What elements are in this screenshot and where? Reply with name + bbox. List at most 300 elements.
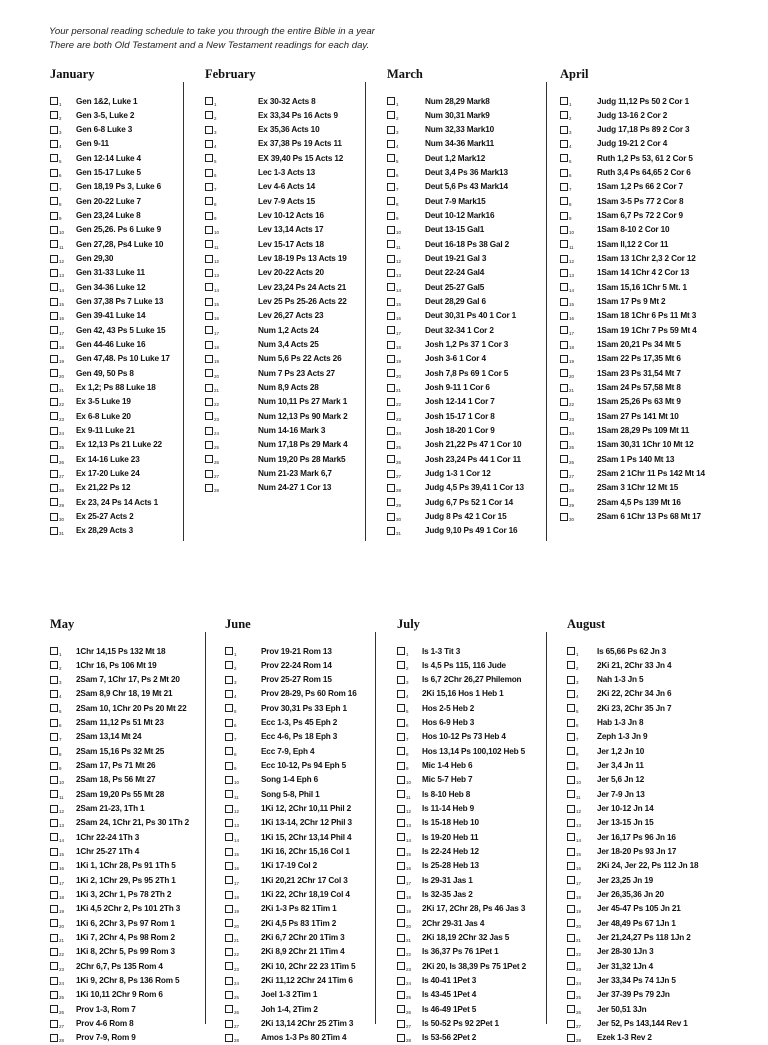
- day-checkbox[interactable]: [50, 661, 58, 669]
- day-checkbox[interactable]: [397, 876, 405, 884]
- reading-day-30: [387, 510, 507, 524]
- day-checkbox[interactable]: [205, 169, 213, 177]
- reading-text: 2Ki 10, 2Chr 22 23 1Tim 5: [261, 961, 356, 971]
- day-checkbox[interactable]: [205, 412, 213, 420]
- day-checkbox[interactable]: [50, 169, 58, 177]
- day-checkbox[interactable]: [387, 355, 395, 363]
- day-checkbox[interactable]: [567, 805, 575, 813]
- day-checkbox[interactable]: [225, 733, 233, 741]
- day-checkbox[interactable]: [387, 169, 395, 177]
- reading-text: 2Ki 18,19 2Chr 32 Jas 5: [422, 933, 510, 943]
- month-name: June: [225, 617, 251, 631]
- reading-day-25: [50, 988, 163, 1002]
- day-checkbox[interactable]: [50, 862, 58, 870]
- reading-day-16: [397, 859, 479, 873]
- day-checkbox[interactable]: [560, 154, 568, 162]
- reading-day-26: [50, 1002, 136, 1016]
- day-checkbox[interactable]: [387, 527, 395, 535]
- day-checkbox[interactable]: [397, 905, 405, 913]
- day-checkbox[interactable]: [387, 212, 395, 220]
- day-checkbox[interactable]: [567, 661, 575, 669]
- day-checkbox[interactable]: [397, 690, 405, 698]
- day-checkbox[interactable]: [205, 441, 213, 449]
- reading-text: Deut 10-12 Mark16: [425, 211, 495, 221]
- day-number: 20: [59, 923, 65, 929]
- day-checkbox[interactable]: [397, 962, 405, 970]
- day-checkbox[interactable]: [567, 790, 575, 798]
- day-number: 1: [234, 651, 237, 657]
- day-checkbox[interactable]: [560, 369, 568, 377]
- reading-day-17: [205, 323, 319, 337]
- day-checkbox[interactable]: [225, 790, 233, 798]
- day-number: 20: [396, 373, 402, 379]
- day-checkbox[interactable]: [50, 255, 58, 263]
- day-number: 15: [59, 302, 65, 308]
- reading-day-23: [50, 959, 163, 973]
- day-checkbox[interactable]: [225, 962, 233, 970]
- day-checkbox[interactable]: [50, 991, 58, 999]
- day-checkbox[interactable]: [567, 1005, 575, 1013]
- day-checkbox[interactable]: [50, 470, 58, 478]
- day-number: 8: [576, 751, 579, 757]
- day-checkbox[interactable]: [397, 977, 405, 985]
- day-checkbox[interactable]: [560, 441, 568, 449]
- day-checkbox[interactable]: [50, 1034, 58, 1042]
- day-checkbox[interactable]: [560, 283, 568, 291]
- reading-day-11: [50, 787, 165, 801]
- day-checkbox[interactable]: [205, 183, 213, 191]
- day-checkbox[interactable]: [560, 470, 568, 478]
- reading-day-21: [397, 931, 510, 945]
- day-checkbox[interactable]: [397, 891, 405, 899]
- day-checkbox[interactable]: [205, 97, 213, 105]
- day-checkbox[interactable]: [397, 1005, 405, 1013]
- day-checkbox[interactable]: [205, 111, 213, 119]
- day-checkbox[interactable]: [50, 455, 58, 463]
- day-checkbox[interactable]: [397, 733, 405, 741]
- reading-text: 2Sam 10, 1Chr 20 Ps 20 Mt 22: [76, 703, 187, 713]
- day-number: 22: [59, 952, 65, 958]
- reading-day-13: [560, 266, 690, 280]
- day-number: 1: [576, 651, 579, 657]
- day-checkbox[interactable]: [560, 97, 568, 105]
- reading-text: Jer 13-15 Jn 15: [597, 818, 654, 828]
- day-checkbox[interactable]: [225, 919, 233, 927]
- day-checkbox[interactable]: [205, 255, 213, 263]
- reading-text: Jer 33,34 Ps 74 1Jn 5: [597, 976, 676, 986]
- day-checkbox[interactable]: [397, 661, 405, 669]
- reading-day-6: [50, 716, 164, 730]
- day-checkbox[interactable]: [225, 876, 233, 884]
- day-checkbox[interactable]: [205, 212, 213, 220]
- day-checkbox[interactable]: [567, 719, 575, 727]
- day-checkbox[interactable]: [397, 862, 405, 870]
- day-checkbox[interactable]: [225, 676, 233, 684]
- day-checkbox[interactable]: [560, 169, 568, 177]
- day-checkbox[interactable]: [50, 647, 58, 655]
- day-checkbox[interactable]: [397, 919, 405, 927]
- day-checkbox[interactable]: [397, 790, 405, 798]
- reading-text: Judg 8 Ps 42 1 Cor 15: [425, 512, 507, 522]
- day-checkbox[interactable]: [205, 326, 213, 334]
- day-checkbox[interactable]: [50, 876, 58, 884]
- day-checkbox[interactable]: [50, 805, 58, 813]
- day-checkbox[interactable]: [50, 513, 58, 521]
- reading-text: Song 5-8, Phil 1: [261, 789, 320, 799]
- day-checkbox[interactable]: [205, 298, 213, 306]
- day-checkbox[interactable]: [387, 183, 395, 191]
- day-number: 20: [234, 923, 240, 929]
- day-checkbox[interactable]: [387, 298, 395, 306]
- day-checkbox[interactable]: [387, 154, 395, 162]
- day-checkbox[interactable]: [205, 398, 213, 406]
- day-checkbox[interactable]: [387, 513, 395, 521]
- day-number: 15: [234, 852, 240, 858]
- day-checkbox[interactable]: [205, 283, 213, 291]
- day-checkbox[interactable]: [397, 819, 405, 827]
- day-checkbox[interactable]: [397, 948, 405, 956]
- day-checkbox[interactable]: [205, 470, 213, 478]
- day-checkbox[interactable]: [567, 919, 575, 927]
- day-checkbox[interactable]: [225, 977, 233, 985]
- day-checkbox[interactable]: [50, 790, 58, 798]
- day-checkbox[interactable]: [397, 676, 405, 684]
- day-checkbox[interactable]: [560, 212, 568, 220]
- day-checkbox[interactable]: [387, 398, 395, 406]
- day-checkbox[interactable]: [387, 126, 395, 134]
- day-checkbox[interactable]: [397, 704, 405, 712]
- day-checkbox[interactable]: [397, 805, 405, 813]
- day-checkbox[interactable]: [205, 355, 213, 363]
- day-number: 9: [214, 216, 217, 222]
- day-checkbox[interactable]: [560, 427, 568, 435]
- day-checkbox[interactable]: [50, 484, 58, 492]
- reading-text: Lev 23,24 Ps 24 Acts 21: [258, 282, 347, 292]
- day-checkbox[interactable]: [225, 704, 233, 712]
- reading-day-14: [567, 830, 676, 844]
- day-checkbox[interactable]: [50, 384, 58, 392]
- day-checkbox[interactable]: [567, 819, 575, 827]
- day-checkbox[interactable]: [397, 719, 405, 727]
- day-checkbox[interactable]: [387, 97, 395, 105]
- reading-day-10: [560, 223, 670, 237]
- day-checkbox[interactable]: [560, 183, 568, 191]
- day-checkbox[interactable]: [387, 427, 395, 435]
- day-checkbox[interactable]: [50, 498, 58, 506]
- day-checkbox[interactable]: [560, 326, 568, 334]
- day-checkbox[interactable]: [387, 484, 395, 492]
- month-name: February: [205, 67, 256, 81]
- day-checkbox[interactable]: [50, 240, 58, 248]
- day-checkbox[interactable]: [567, 833, 575, 841]
- day-checkbox[interactable]: [397, 747, 405, 755]
- day-checkbox[interactable]: [225, 1034, 233, 1042]
- reading-text: Lev 15-17 Acts 18: [258, 239, 324, 249]
- day-checkbox[interactable]: [205, 140, 213, 148]
- day-checkbox[interactable]: [560, 455, 568, 463]
- day-checkbox[interactable]: [205, 226, 213, 234]
- day-checkbox[interactable]: [560, 498, 568, 506]
- day-checkbox[interactable]: [205, 240, 213, 248]
- day-checkbox[interactable]: [225, 661, 233, 669]
- day-checkbox[interactable]: [50, 341, 58, 349]
- day-checkbox[interactable]: [225, 934, 233, 942]
- day-checkbox[interactable]: [387, 341, 395, 349]
- day-checkbox[interactable]: [560, 341, 568, 349]
- reading-day-6: [567, 716, 644, 730]
- day-checkbox[interactable]: [50, 212, 58, 220]
- reading-day-4: [205, 137, 342, 151]
- day-checkbox[interactable]: [560, 398, 568, 406]
- day-checkbox[interactable]: [205, 197, 213, 205]
- reading-text: Num 19,20 Ps 28 Mark5: [258, 454, 346, 464]
- day-checkbox[interactable]: [225, 805, 233, 813]
- day-number: 24: [396, 431, 402, 437]
- reading-text: Nah 1-3 Jn 5: [597, 675, 644, 685]
- day-checkbox[interactable]: [567, 962, 575, 970]
- day-number: 7: [406, 737, 409, 743]
- day-checkbox[interactable]: [397, 848, 405, 856]
- day-checkbox[interactable]: [560, 484, 568, 492]
- reading-day-10: [225, 773, 319, 787]
- day-checkbox[interactable]: [560, 355, 568, 363]
- day-checkbox[interactable]: [205, 341, 213, 349]
- day-checkbox[interactable]: [387, 412, 395, 420]
- day-number: 27: [396, 474, 402, 480]
- day-checkbox[interactable]: [560, 312, 568, 320]
- day-checkbox[interactable]: [560, 412, 568, 420]
- day-checkbox[interactable]: [560, 197, 568, 205]
- day-checkbox[interactable]: [397, 991, 405, 999]
- day-checkbox[interactable]: [397, 1034, 405, 1042]
- day-checkbox[interactable]: [50, 111, 58, 119]
- day-checkbox[interactable]: [560, 298, 568, 306]
- day-checkbox[interactable]: [50, 398, 58, 406]
- day-checkbox[interactable]: [225, 848, 233, 856]
- day-checkbox[interactable]: [50, 269, 58, 277]
- day-checkbox[interactable]: [560, 513, 568, 521]
- day-number: 26: [576, 1009, 582, 1015]
- day-checkbox[interactable]: [50, 776, 58, 784]
- day-checkbox[interactable]: [50, 298, 58, 306]
- day-number: 14: [406, 837, 412, 843]
- day-checkbox[interactable]: [567, 1034, 575, 1042]
- reading-text: Prov 25-27 Rom 15: [261, 675, 332, 685]
- day-number: 7: [234, 737, 237, 743]
- reading-day-1: [560, 94, 689, 108]
- day-checkbox[interactable]: [387, 111, 395, 119]
- day-checkbox[interactable]: [50, 369, 58, 377]
- day-checkbox[interactable]: [387, 441, 395, 449]
- day-checkbox[interactable]: [225, 991, 233, 999]
- reading-text: Deut 32-34 1 Cor 2: [425, 325, 494, 335]
- day-number: 23: [234, 966, 240, 972]
- day-checkbox[interactable]: [225, 719, 233, 727]
- day-checkbox[interactable]: [50, 355, 58, 363]
- reading-day-18: [567, 888, 664, 902]
- day-checkbox[interactable]: [387, 369, 395, 377]
- day-checkbox[interactable]: [50, 733, 58, 741]
- day-checkbox[interactable]: [567, 977, 575, 985]
- day-checkbox[interactable]: [50, 676, 58, 684]
- day-checkbox[interactable]: [50, 140, 58, 148]
- day-checkbox[interactable]: [397, 647, 405, 655]
- day-checkbox[interactable]: [50, 527, 58, 535]
- reading-text: 2Ki 17, 2Chr 28, Ps 46 Jas 3: [422, 904, 526, 914]
- reading-text: 2Sam 15,16 Ps 32 Mt 25: [76, 746, 165, 756]
- day-checkbox[interactable]: [225, 747, 233, 755]
- reading-text: Jer 3,4 Jn 11: [597, 761, 644, 771]
- day-checkbox[interactable]: [50, 719, 58, 727]
- day-checkbox[interactable]: [387, 498, 395, 506]
- reading-day-22: [387, 395, 495, 409]
- day-checkbox[interactable]: [397, 776, 405, 784]
- day-checkbox[interactable]: [50, 919, 58, 927]
- day-checkbox[interactable]: [225, 833, 233, 841]
- day-checkbox[interactable]: [567, 991, 575, 999]
- reading-day-5: [387, 151, 486, 165]
- day-number: 29: [396, 502, 402, 508]
- day-checkbox[interactable]: [567, 891, 575, 899]
- day-checkbox[interactable]: [567, 676, 575, 684]
- day-checkbox[interactable]: [205, 154, 213, 162]
- day-checkbox[interactable]: [50, 690, 58, 698]
- day-checkbox[interactable]: [387, 140, 395, 148]
- day-checkbox[interactable]: [50, 412, 58, 420]
- day-checkbox[interactable]: [225, 762, 233, 770]
- day-number: 18: [234, 895, 240, 901]
- reading-text: Ruth 3,4 Ps 64,65 2 Cor 6: [597, 168, 691, 178]
- day-checkbox[interactable]: [50, 833, 58, 841]
- month-name: July: [397, 617, 420, 631]
- day-checkbox[interactable]: [225, 862, 233, 870]
- day-checkbox[interactable]: [50, 934, 58, 942]
- day-checkbox[interactable]: [205, 384, 213, 392]
- day-checkbox[interactable]: [50, 905, 58, 913]
- day-checkbox[interactable]: [387, 226, 395, 234]
- day-number: 9: [59, 766, 62, 772]
- day-number: 21: [576, 938, 582, 944]
- day-checkbox[interactable]: [560, 140, 568, 148]
- day-checkbox[interactable]: [50, 891, 58, 899]
- reading-text: Deut 25-27 Gal5: [425, 282, 485, 292]
- day-checkbox[interactable]: [50, 183, 58, 191]
- day-checkbox[interactable]: [387, 384, 395, 392]
- day-checkbox[interactable]: [387, 470, 395, 478]
- day-checkbox[interactable]: [50, 848, 58, 856]
- day-checkbox[interactable]: [50, 427, 58, 435]
- day-checkbox[interactable]: [567, 704, 575, 712]
- day-checkbox[interactable]: [205, 312, 213, 320]
- day-checkbox[interactable]: [50, 283, 58, 291]
- day-checkbox[interactable]: [567, 747, 575, 755]
- day-checkbox[interactable]: [560, 255, 568, 263]
- day-checkbox[interactable]: [397, 762, 405, 770]
- day-checkbox[interactable]: [50, 819, 58, 827]
- column-divider: [546, 82, 547, 541]
- intro-line-2: There are both Old Testament and a New Testament readings for each day.: [49, 39, 370, 51]
- day-checkbox[interactable]: [567, 934, 575, 942]
- day-checkbox[interactable]: [560, 240, 568, 248]
- day-checkbox[interactable]: [50, 441, 58, 449]
- day-checkbox[interactable]: [225, 891, 233, 899]
- reading-day-1: [50, 94, 138, 108]
- day-checkbox[interactable]: [567, 948, 575, 956]
- day-checkbox[interactable]: [387, 240, 395, 248]
- day-checkbox[interactable]: [567, 776, 575, 784]
- day-checkbox[interactable]: [387, 312, 395, 320]
- day-checkbox[interactable]: [387, 197, 395, 205]
- day-checkbox[interactable]: [50, 226, 58, 234]
- day-checkbox[interactable]: [560, 384, 568, 392]
- day-checkbox[interactable]: [567, 862, 575, 870]
- day-checkbox[interactable]: [50, 747, 58, 755]
- day-checkbox[interactable]: [50, 977, 58, 985]
- day-checkbox[interactable]: [50, 704, 58, 712]
- day-checkbox[interactable]: [397, 934, 405, 942]
- day-checkbox[interactable]: [225, 690, 233, 698]
- day-checkbox[interactable]: [205, 484, 213, 492]
- day-checkbox[interactable]: [50, 326, 58, 334]
- day-checkbox[interactable]: [567, 762, 575, 770]
- day-checkbox[interactable]: [567, 848, 575, 856]
- reading-text: Gen 47,48. Ps 10 Luke 17: [76, 354, 170, 364]
- day-checkbox[interactable]: [205, 269, 213, 277]
- reading-day-8: [560, 194, 684, 208]
- day-checkbox[interactable]: [50, 962, 58, 970]
- day-checkbox[interactable]: [50, 154, 58, 162]
- day-checkbox[interactable]: [225, 647, 233, 655]
- reading-day-4: [567, 687, 672, 701]
- day-checkbox[interactable]: [225, 1005, 233, 1013]
- day-checkbox[interactable]: [205, 126, 213, 134]
- day-checkbox[interactable]: [50, 97, 58, 105]
- day-checkbox[interactable]: [225, 948, 233, 956]
- day-checkbox[interactable]: [50, 197, 58, 205]
- day-checkbox[interactable]: [225, 776, 233, 784]
- day-checkbox[interactable]: [567, 690, 575, 698]
- day-checkbox[interactable]: [560, 269, 568, 277]
- day-number: 31: [59, 531, 65, 537]
- day-checkbox[interactable]: [205, 369, 213, 377]
- reading-day-29: [387, 495, 514, 509]
- day-checkbox[interactable]: [567, 876, 575, 884]
- day-checkbox[interactable]: [387, 455, 395, 463]
- day-checkbox[interactable]: [560, 226, 568, 234]
- day-checkbox[interactable]: [397, 833, 405, 841]
- day-checkbox[interactable]: [387, 269, 395, 277]
- day-checkbox[interactable]: [560, 111, 568, 119]
- day-checkbox[interactable]: [50, 762, 58, 770]
- day-checkbox[interactable]: [560, 126, 568, 134]
- day-checkbox[interactable]: [50, 126, 58, 134]
- reading-day-8: [225, 744, 315, 758]
- day-checkbox[interactable]: [205, 455, 213, 463]
- day-checkbox[interactable]: [50, 312, 58, 320]
- day-checkbox[interactable]: [387, 283, 395, 291]
- day-checkbox[interactable]: [225, 905, 233, 913]
- day-checkbox[interactable]: [225, 819, 233, 827]
- day-checkbox[interactable]: [50, 1005, 58, 1013]
- day-checkbox[interactable]: [387, 255, 395, 263]
- day-checkbox[interactable]: [50, 948, 58, 956]
- day-checkbox[interactable]: [387, 326, 395, 334]
- day-checkbox[interactable]: [567, 647, 575, 655]
- day-checkbox[interactable]: [205, 427, 213, 435]
- reading-day-21: [560, 381, 681, 395]
- day-checkbox[interactable]: [567, 733, 575, 741]
- day-checkbox[interactable]: [567, 905, 575, 913]
